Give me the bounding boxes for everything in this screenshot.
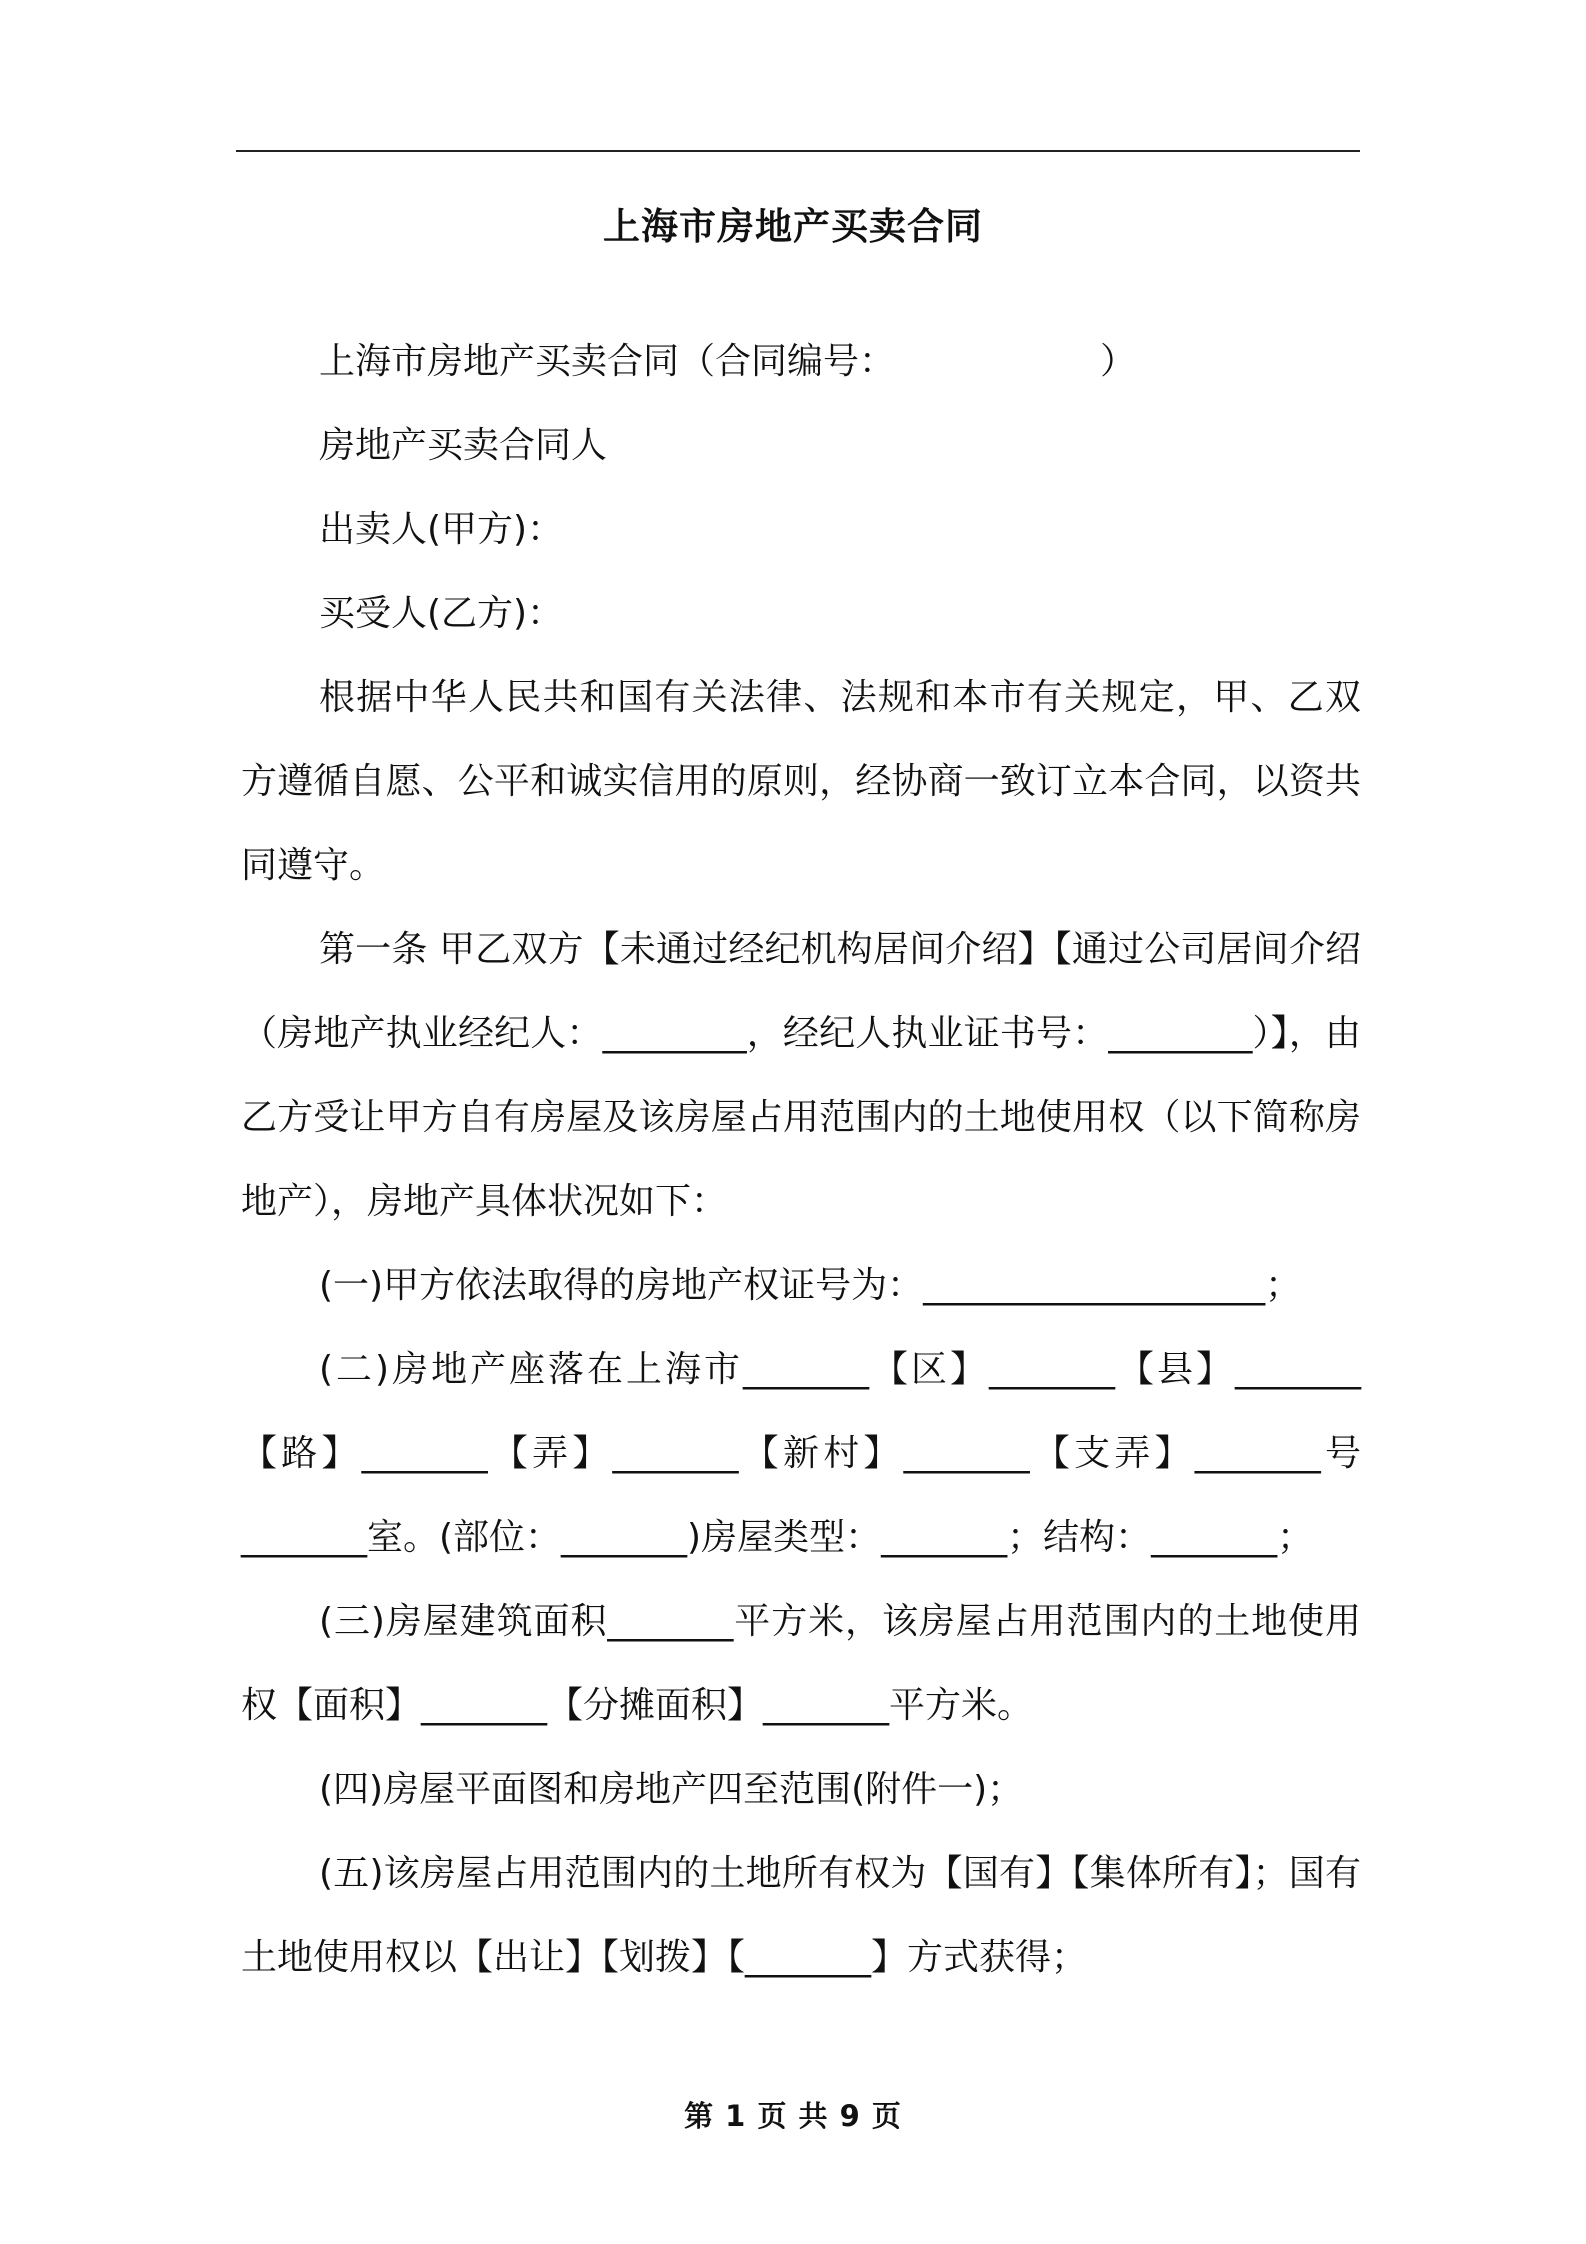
paragraph-item-3: (三)房屋建筑面积_______平方米，该房屋占用范围内的土地使用权【面积】_______【分摊面积】_______平方米。 — [241, 1601, 1361, 1726]
paragraph-item-4: (四)房屋平面图和房地产四至范围(附件一)； — [319, 1769, 1024, 1810]
page-number: 第 1 页 共 9 页 — [684, 2099, 902, 2133]
paragraph-article-1: 第一条 甲乙双方【未通过经纪机构居间介绍】【通过公司居间介绍（房地产执业经纪人：________，经纪人执业证书号：________）】，由乙方受让甲方自有房屋及该房屋占用范围内的土地使用权（以下简称房地产），房地产具体状况如下： — [241, 929, 1361, 1222]
paragraph-preamble: 根据中华人民共和国有关法律、法规和本市有关规定，甲、乙双方遵循自愿、公平和诚实信用的原则，经协商一致订立本合同，以资共同遵守。 — [241, 677, 1361, 886]
paragraph-buyer: 买受人(乙方)： — [319, 593, 564, 634]
paragraph-contract-parties: 房地产买卖合同人 — [319, 425, 608, 466]
contract-number-line — [241, 320, 1361, 404]
paragraph-item-1: (一)甲方依法取得的房地产权证号为：___________________； — [319, 1265, 1302, 1306]
header-rule — [236, 150, 1360, 152]
contract-number-label: 上海市房地产买卖合同（合同编号： — [319, 341, 896, 382]
document-body — [241, 320, 1361, 2000]
paragraph-item-2: (二)房地产座落在上海市_______【区】_______【县】_______【路】_______【弄】_______【新村】_______【支弄】_______号_______室。(部位：_______)房屋类型：_______；结构：_______； — [241, 1349, 1361, 1558]
document-title: 上海市房地产买卖合同 — [603, 205, 983, 248]
contract-number-close: ） — [1100, 341, 1137, 382]
paragraph-item-5: (五)该房屋占用范围内的土地所有权为【国有】【集体所有】；国有土地使用权以【出让】【划拨】【_______】方式获得； — [241, 1853, 1361, 1978]
paragraph-seller: 出卖人(甲方)： — [319, 509, 564, 550]
